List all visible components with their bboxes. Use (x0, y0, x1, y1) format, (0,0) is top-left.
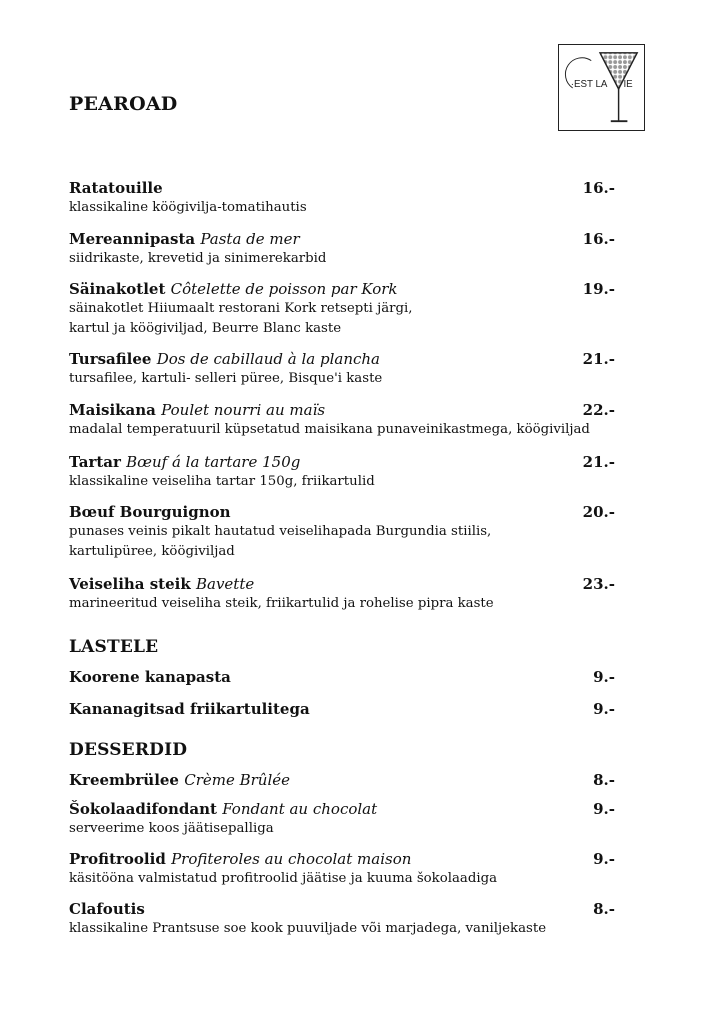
section-title-mains: PEAROAD (69, 93, 178, 115)
menu-item (69, 574, 629, 614)
item-french-name: Profiteroles au chocolat maison (171, 850, 412, 868)
item-name: Mereannipasta (69, 230, 196, 248)
svg-text:·EST LA: ·EST LA (570, 79, 608, 91)
item-price: 21.- (582, 453, 615, 471)
menu-item (69, 899, 629, 939)
cocktail-glass-icon (559, 45, 644, 130)
menu-item (69, 667, 629, 687)
item-name: Kreembrülee (69, 771, 179, 789)
item-name: Tartar (69, 453, 121, 471)
item-price: 23.- (582, 575, 615, 593)
item-price: 16.- (582, 179, 615, 197)
item-name: Clafoutis (69, 900, 145, 918)
item-description: säinakotlet Hiiumaalt restorani Kork retsepti järgi, (69, 301, 413, 316)
item-price: 9.- (593, 850, 615, 868)
item-price: 21.- (582, 350, 615, 368)
section-title-kids: LASTELE (69, 637, 159, 657)
item-name: Tursafilee (69, 350, 152, 368)
item-price: 19.- (582, 280, 615, 298)
svg-text:IE: IE (623, 79, 633, 91)
item-description: klassikaline Prantsuse soe kook puuviljade või marjadega, vaniljekaste (69, 921, 547, 936)
item-description: käsitööna valmistatud profitroolid jäätise ja kuuma šokolaadiga (69, 871, 498, 886)
item-description: marineeritud veiseliha steik, friikartulid ja rohelise pipra kaste (69, 596, 494, 611)
item-price: 16.- (582, 230, 615, 248)
item-description: tursafilee, kartuli- selleri püree, Bisque'i kaste (69, 371, 383, 386)
item-name: Ratatouille (69, 179, 163, 197)
item-name: Profitroolid (69, 850, 166, 868)
section-title-desserts: DESSERDID (69, 740, 188, 760)
item-name: Bœuf Bourguignon (69, 503, 231, 521)
menu-item (69, 178, 629, 218)
item-french-name: Dos de cabillaud à la plancha (156, 350, 380, 368)
menu-item (69, 400, 629, 440)
item-description: punases veinis pikalt hautatud veiselihapada Burgundia stiilis, (69, 524, 492, 539)
item-price: 9.- (593, 800, 615, 818)
menu-item (69, 799, 629, 839)
item-description-line2: kartul ja köögiviljad, Beurre Blanc kaste (69, 321, 342, 336)
item-french-name: Côtelette de poisson par Kork (170, 280, 398, 298)
menu-item (69, 349, 629, 389)
item-name: Šokolaadifondant (69, 800, 217, 818)
item-french-name: Fondant au chocolat (222, 800, 378, 818)
item-name: Kananagitsad friikartulitega (69, 700, 310, 718)
item-name: Veiseliha steik (69, 575, 191, 593)
item-description: klassikaline köögivilja-tomatihautis (69, 200, 307, 215)
item-description: klassikaline veiseliha tartar 150g, friikartulid (69, 474, 375, 489)
menu-item (69, 229, 629, 269)
item-description-line2: kartulipüree, köögiviljad (69, 544, 235, 559)
item-name: Maisikana (69, 401, 156, 419)
menu-item (69, 279, 629, 339)
menu-item (69, 770, 629, 790)
menu-item (69, 502, 629, 562)
item-french-name: Poulet nourri au maïs (161, 401, 326, 419)
item-name: Koorene kanapasta (69, 668, 231, 686)
item-name: Säinakotlet (69, 280, 166, 298)
menu-item (69, 699, 629, 719)
menu-item (69, 452, 629, 492)
item-price: 20.- (582, 503, 615, 521)
item-french-name: Pasta de mer (200, 230, 300, 248)
menu-item (69, 849, 629, 889)
cest-la-vie-logo (558, 44, 645, 131)
item-french-name: Bœuf á la tartare 150g (126, 453, 301, 471)
item-price: 22.- (582, 401, 615, 419)
item-price: 9.- (593, 668, 615, 686)
item-price: 8.- (593, 771, 615, 789)
item-french-name: Crème Brûlée (184, 771, 291, 789)
item-description: siidrikaste, krevetid ja sinimerekarbid (69, 251, 327, 266)
item-price: 9.- (593, 700, 615, 718)
item-price: 8.- (593, 900, 615, 918)
item-french-name: Bavette (195, 575, 255, 593)
item-description: madalal temperatuuril küpsetatud maisikana punaveinikastmega, köögiviljad (69, 422, 590, 437)
item-description: serveerime koos jäätisepalliga (69, 821, 274, 836)
